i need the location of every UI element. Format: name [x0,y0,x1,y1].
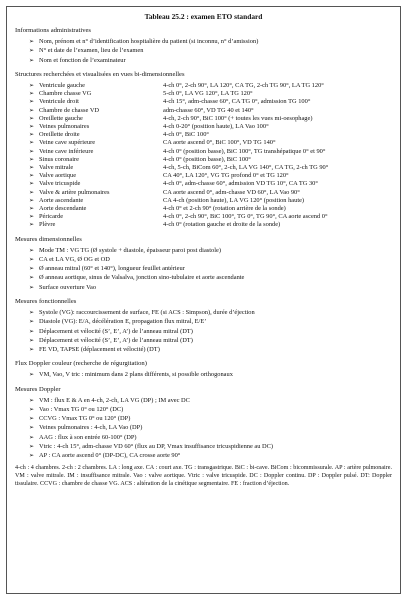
structure-name: Chambre chasse VG [39,90,92,98]
list-item: ➢ Nom, prénom et n° d’identification hospitalière du patient (si inconnu, n° d’amission) [29,38,259,46]
structure-row [29,90,392,98]
structure-row [29,139,392,147]
bullet-icon: ➢ [29,197,35,204]
structure-views: 4-ch 0°, 2-ch 90°, LA 120°, CA TG, 2-ch TG 90°, LA TG 120° [163,82,324,90]
bullet-icon: ➢ [29,397,35,404]
bullet-icon: ➢ [29,99,35,106]
bullet-icon: ➢ [29,222,35,229]
bullet-icon: ➢ [29,124,35,131]
structure-views: 4-ch 0-20° (position haute), LA Vao 100° [163,123,269,131]
bullet-icon: ➢ [29,83,35,90]
structure-row [29,123,392,131]
list-item: ➢ Ø anneau aortique, sinus de Valsalva, jonction sino-tubulaire et aorte ascendante [29,274,245,282]
structure-row [29,131,392,139]
list-item: ➢ Déplacement et vélocité (S’, E’, A’) de l’anneau mitral (DT) [29,336,193,344]
structure-views: 4-ch 0° (position basse), BiC 100°, TG transhépatique 0° et 90° [163,147,326,155]
section-structures [15,71,392,230]
bullet-icon: ➢ [29,434,35,441]
structure-row [29,82,392,90]
section-doppler-measures [15,386,392,461]
bullet-icon: ➢ [29,416,35,423]
list-item: ➢ AAG : flux à son entrée 60-100° (DP) [29,433,137,441]
structure-views: 4-ch 0°, BiC 100° [163,131,209,139]
list-item: ➢ Déplacement et vélocité (S’, E’, A’) de l’anneau mitral (DT) [29,327,193,335]
structure-name: Péricarde [39,213,64,221]
bullet-icon: ➢ [29,284,35,291]
structure-views: 4-ch 0°, adm-chasse 60°, admission VD TG 10°, CA TG 30° [163,180,318,188]
list-item: ➢ FE VD, TAPSE (déplacement et vélocité) (DT) [29,345,160,353]
structure-row [29,205,392,213]
section-color-doppler [15,360,392,379]
structure-name: Oreillette droite [39,131,80,139]
section-administrative [15,27,392,65]
structure-row [29,180,392,188]
section-heading: Mesures Doppler [15,385,61,393]
structure-views: adm-chasse 60°, VD TG 40 et 140° [163,106,254,114]
structure-row [29,156,392,164]
list-item: ➢ Veines pulmonaires : 4-ch, LA Vao (DP) [29,424,143,432]
bullet-icon: ➢ [29,91,35,98]
structure-name: Chambre de chasse VD [39,106,100,114]
structure-name: Sinus coronaire [39,155,79,163]
bullet-icon: ➢ [29,165,35,172]
bullet-list [15,247,392,292]
structure-name: Valve tricuspide [39,180,81,188]
bullet-list [15,397,392,460]
bullet-icon: ➢ [29,173,35,180]
structure-views: CA aorte ascend 0°, adm-chasse VD 60°, LA Vao 90° [163,188,300,196]
bullet-icon: ➢ [29,107,35,114]
structure-name: Plèvre [39,221,56,229]
bullet-icon: ➢ [29,328,35,335]
structure-views: 4-ch 0° et 2-ch 90° (rotation arrière de la sonde) [163,205,286,213]
section-functional-measures [15,298,392,354]
bullet-icon: ➢ [29,214,35,221]
section-heading: Structures recherchées et visualisées en vues bi-dimensionnelles [15,70,185,78]
structure-views: 5-ch 0°, LA VG 120°, LA TG 120° [163,90,253,98]
bullet-icon: ➢ [29,181,35,188]
bullet-icon: ➢ [29,452,35,459]
structure-views: 4-ch 0°, 2-ch 90°, BiC 100°, TG 0°, TG 90°, CA aorte ascend 0° [163,213,328,221]
structure-views: 4-ch, 2-ch 90°, BiC 100° (+ toutes les vues mi-oesophage) [163,114,313,122]
structure-views: 4-ch 15°, adm-chasse 60°, CA TG 0°, admission TG 100° [163,98,311,106]
bullet-icon: ➢ [29,275,35,282]
structure-row [29,213,392,221]
structure-name: Veine cave supérieure [39,139,96,147]
section-dimensional-measures [15,236,392,292]
structure-views: CA 40°, LA 120°, VG TG profond 0° et TG 120° [163,172,289,180]
structure-row [29,115,392,123]
bullet-icon: ➢ [29,443,35,450]
structure-row [29,98,392,106]
abbreviations-footnote: 4-ch : 4 chambres. 2-ch : 2 chambres. LA : long axe. CA : court axe. TG : transgastrique. BiC : bi-cave. BiCom : bicommissurale. AP : artère pulmonaire. VM : valve mitrale. IM : insuffisance mitrale. Vao : valve aortique. Vtric : valve tricuspide. DC : Doppler continu. DP : Doppler pulsé. DT: Doppler tissulaire. CCVG : chambre de chasse VG. ACS : altération de la cinétique segmentaire. FE : fraction d’éjection. [15,465,392,487]
bullet-icon: ➢ [29,39,35,46]
document-page [6,6,401,594]
bullet-icon: ➢ [29,115,35,122]
bullet-icon: ➢ [29,310,35,317]
structure-name: Aorte ascendante [39,196,84,204]
list-item: ➢ AP : CA aorte ascend 0° (DP-DC), CA crosse aorte 90° [29,451,181,459]
section-heading: Informations administratives [15,27,91,34]
structure-name: Aorte descendante [39,205,87,213]
structure-row [29,164,392,172]
structure-name: Valve aortique [39,172,77,180]
bullet-icon: ➢ [29,346,35,353]
list-item: ➢ VM : flux E & A en 4-ch, 2-ch, LA VG (DP) ; IM avec DC [29,396,190,404]
bullet-icon: ➢ [29,337,35,344]
list-item: ➢ Ø anneau mitral (60° et 140°), longueur feuillet antérieur [29,265,185,273]
structure-name: Ventricule gauche [39,82,85,90]
structure-views: 4-ch, 5-ch, BiCom 60°, 2-ch, LA VG 140°, CA TG, 2-ch TG 90° [163,164,329,172]
bullet-list [15,38,392,65]
structure-row [29,189,392,197]
bullet-icon: ➢ [29,257,35,264]
bullet-icon: ➢ [29,319,35,326]
bullet-icon: ➢ [29,206,35,213]
bullet-icon: ➢ [29,156,35,163]
list-item: ➢ Vao : Vmax TG 0° ou 120° (DC) [29,405,124,413]
structure-row [29,221,392,229]
bullet-icon: ➢ [29,148,35,155]
structure-row [29,172,392,180]
bullet-icon: ➢ [29,425,35,432]
list-item: ➢ Mode TM : VG TG (Ø systole + diastole, épaisseur paroi post diastole) [29,246,221,254]
bullet-icon: ➢ [29,406,35,413]
list-item: ➢ Systole (VG): raccourcissement de surface, FE (si ACS : Simpson), durée d’éjection [29,309,255,317]
bullet-icon: ➢ [29,247,35,254]
list-item: ➢ Surface ouverture Vao [29,283,97,291]
bullet-icon: ➢ [29,132,35,139]
section-heading: Mesures dimensionnelles [15,235,82,243]
structure-views: CA aorte ascend 0°, BiC 100°, VD TG 140° [163,139,276,147]
structure-name: Veines pulmonaires [39,123,90,131]
structure-name: Valve mitrale [39,164,74,172]
bullet-icon: ➢ [29,140,35,147]
list-item: ➢ N° et date de l’examen, lieu de l’examen [29,47,144,55]
list-item: ➢ VM, Vao, V tric : minimum dans 2 plans différents, si possible orthogonaux [29,371,233,379]
list-item: ➢ Diastole (VG): E/A, décélération E, propagation flux mitral, E/E’ [29,318,207,326]
structure-row [29,107,392,115]
structure-row [29,148,392,156]
list-item: ➢ Nom et fonction de l’examinateur [29,56,126,64]
bullet-list [15,371,392,379]
bullet-icon: ➢ [29,189,35,196]
bullet-icon: ➢ [29,372,35,379]
structure-name: Oreillette gauche [39,114,83,122]
structure-views: 4-ch 0° (rotation gauche et droite de la sonde) [163,221,281,229]
structure-list [15,82,392,230]
list-item: ➢ Vtric : 4-ch 15°, adm-chasse VD 60° (flux au DP, Vmax insuffisance tricuspidienne au DC) [29,442,274,450]
section-heading: Mesures fonctionnelles [15,297,77,305]
bullet-icon: ➢ [29,57,35,64]
bullet-icon: ➢ [29,266,35,273]
table-title: Tableau 25.2 : examen ETO standard [144,12,263,21]
structure-name: Ventricule droit [39,98,79,106]
structure-views: CA 4-ch (position haute), LA VG 120° (position haute) [163,196,305,204]
section-heading: Flux Doppler couleur (recherche de régurgitation) [15,360,147,368]
bullet-icon: ➢ [29,48,35,55]
structure-name: Veine cave inférieure [39,147,94,155]
structure-name: Valve & artère pulmonaires [39,188,110,196]
structure-views: 4-ch 0° (position basse), BiC 100° [163,155,251,163]
structure-row [29,197,392,205]
list-item: ➢ CA et LA VG, Ø OG et OD [29,256,110,264]
bullet-list [15,309,392,354]
list-item: ➢ CCVG : Vmax TG 0° ou 120° (DP) [29,415,131,423]
